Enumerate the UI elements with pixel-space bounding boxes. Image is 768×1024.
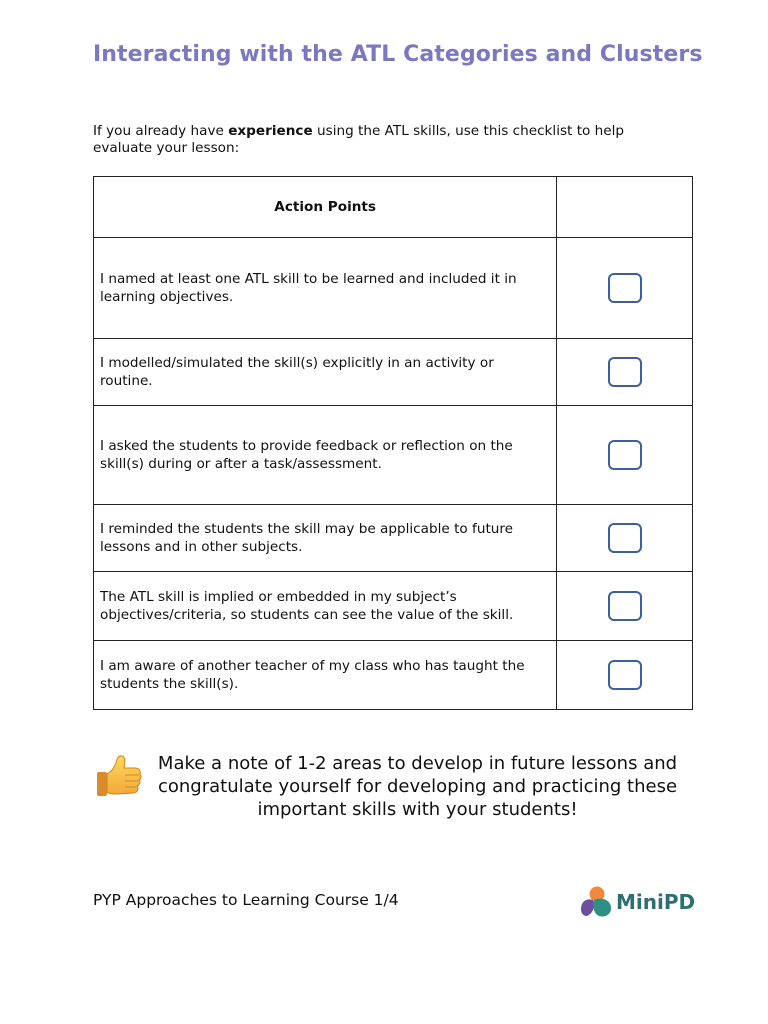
table-row bbox=[94, 641, 693, 710]
minipd-logo-text: MiniPD bbox=[616, 890, 696, 914]
intro-paragraph bbox=[93, 123, 673, 157]
page-title: Interacting with the ATL Categories and Clusters bbox=[93, 42, 703, 67]
checkbox[interactable] bbox=[608, 440, 642, 470]
checkbox-cell bbox=[557, 339, 693, 406]
table-header-row bbox=[94, 177, 693, 238]
closing-note: Make a note of 1-2 areas to develop in future lessons and congratulate yourself for developing and practicing these important skills with your students! bbox=[157, 753, 678, 820]
checkbox-cell bbox=[557, 641, 693, 710]
action-points-header: Action Points bbox=[94, 177, 557, 238]
table-row bbox=[94, 572, 693, 641]
checkbox-cell bbox=[557, 406, 693, 505]
checkbox-cell bbox=[557, 572, 693, 641]
checkbox[interactable] bbox=[608, 273, 642, 303]
intro-text-after: using the ATL skills, use this checklist to help evaluate your lesson: bbox=[93, 123, 625, 156]
table-row bbox=[94, 339, 693, 406]
table-row bbox=[94, 238, 693, 339]
checkbox-column-header bbox=[557, 177, 693, 238]
action-point-text: I reminded the students the skill may be applicable to future lessons and in other subjects. bbox=[94, 505, 557, 572]
course-footer: PYP Approaches to Learning Course 1/4 bbox=[93, 891, 399, 909]
checkbox[interactable] bbox=[608, 357, 642, 387]
intro-text-bold: experience bbox=[228, 123, 313, 139]
action-point-text: I modelled/simulated the skill(s) explicitly in an activity or routine. bbox=[94, 339, 557, 406]
checkbox-cell bbox=[557, 238, 693, 339]
action-points-table bbox=[93, 176, 693, 710]
checkbox-cell bbox=[557, 505, 693, 572]
minipd-logo-mark-icon bbox=[578, 885, 614, 919]
minipd-logo bbox=[578, 884, 695, 920]
table-row bbox=[94, 505, 693, 572]
action-point-text: The ATL skill is implied or embedded in my subject’s objectives/criteria, so students can see the value of the skill. bbox=[94, 572, 557, 641]
checkbox[interactable] bbox=[608, 591, 642, 621]
table-row bbox=[94, 406, 693, 505]
thumbs-up-icon bbox=[95, 752, 145, 800]
intro-text-before: If you already have bbox=[93, 123, 229, 139]
checkbox[interactable] bbox=[608, 523, 642, 553]
action-point-text: I asked the students to provide feedback or reflection on the skill(s) during or after a task/assessment. bbox=[94, 406, 557, 505]
action-point-text: I am aware of another teacher of my class who has taught the students the skill(s). bbox=[94, 641, 557, 710]
checkbox[interactable] bbox=[608, 660, 642, 690]
action-point-text: I named at least one ATL skill to be learned and included it in learning objectives. bbox=[94, 238, 557, 339]
